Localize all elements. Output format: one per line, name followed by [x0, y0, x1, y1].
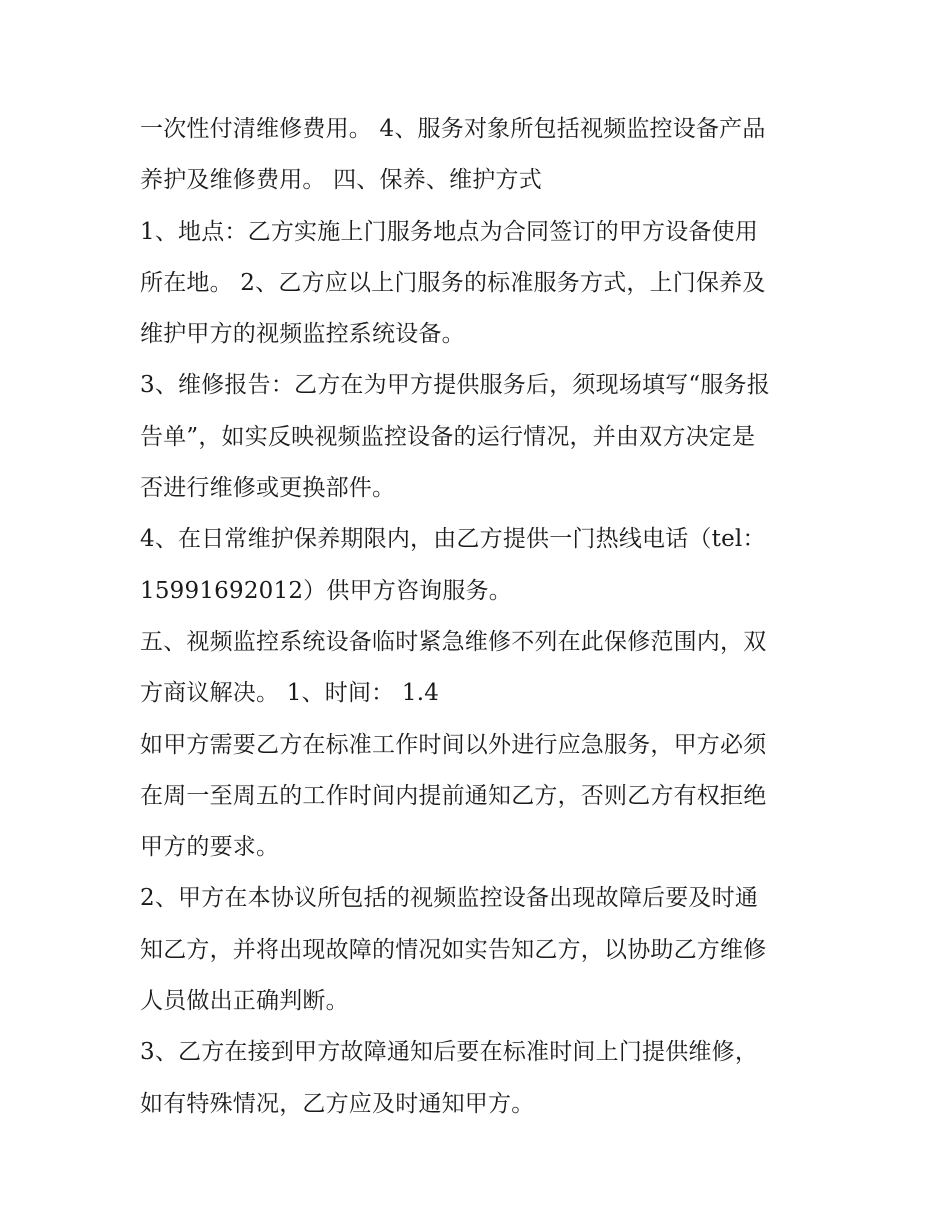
text-line: 1、地点：乙方实施上门服务地点为合同签订的甲方设备使用 — [140, 218, 759, 245]
text-line: 3、乙方在接到甲方故障通知后要在标准时间上门提供维修， — [140, 1039, 759, 1066]
text-line: 甲方的要求。 — [140, 834, 280, 861]
text-line: 人员做出正确判断。 — [140, 988, 349, 1015]
text-line: 知乙方，并将出现故障的情况如实告知乙方，以协助乙方维修 — [140, 936, 767, 963]
text-line: 所在地。 2、乙方应以上门服务的标准服务方式，上门保养及 — [140, 269, 766, 296]
text-line: 2、甲方在本协议所包括的视频监控设备出现故障后要及时通 — [140, 885, 759, 912]
text-line: 15991692012）供甲方咨询服务。 — [140, 577, 512, 604]
text-line: 告单”，如实反映视频监控设备的运行情况，并由双方决定是 — [140, 423, 756, 450]
text-line: 否进行维修或更换部件。 — [140, 475, 396, 502]
text-line: 五、视频监控系统设备临时紧急维修不列在此保修范围内，双 — [140, 628, 767, 655]
text-line: 养护及维修费用。 四、保养、维护方式 — [140, 167, 542, 194]
text-line: 4、在日常维护保养期限内，由乙方提供一门热线电话（tel： — [140, 526, 766, 553]
document-body — [140, 104, 830, 1130]
text-line: 方商议解决。 1、时间： 1.4 — [140, 680, 440, 707]
text-line: 3、维修报告：乙方在为甲方提供服务后，须现场填写“服务报 — [140, 372, 770, 399]
text-line: 如有特殊情况，乙方应及时通知甲方。 — [140, 1090, 535, 1117]
text-line: 一次性付清维修费用。 4、服务对象所包括视频监控设备产品 — [140, 116, 766, 142]
text-line: 在周一至周五的工作时间内提前通知乙方，否则乙方有权拒绝 — [140, 782, 767, 809]
text-line: 维护甲方的视频监控系统设备。 — [140, 321, 465, 348]
text-line: 如甲方需要乙方在标准工作时间以外进行应急服务，甲方必须 — [140, 731, 767, 758]
